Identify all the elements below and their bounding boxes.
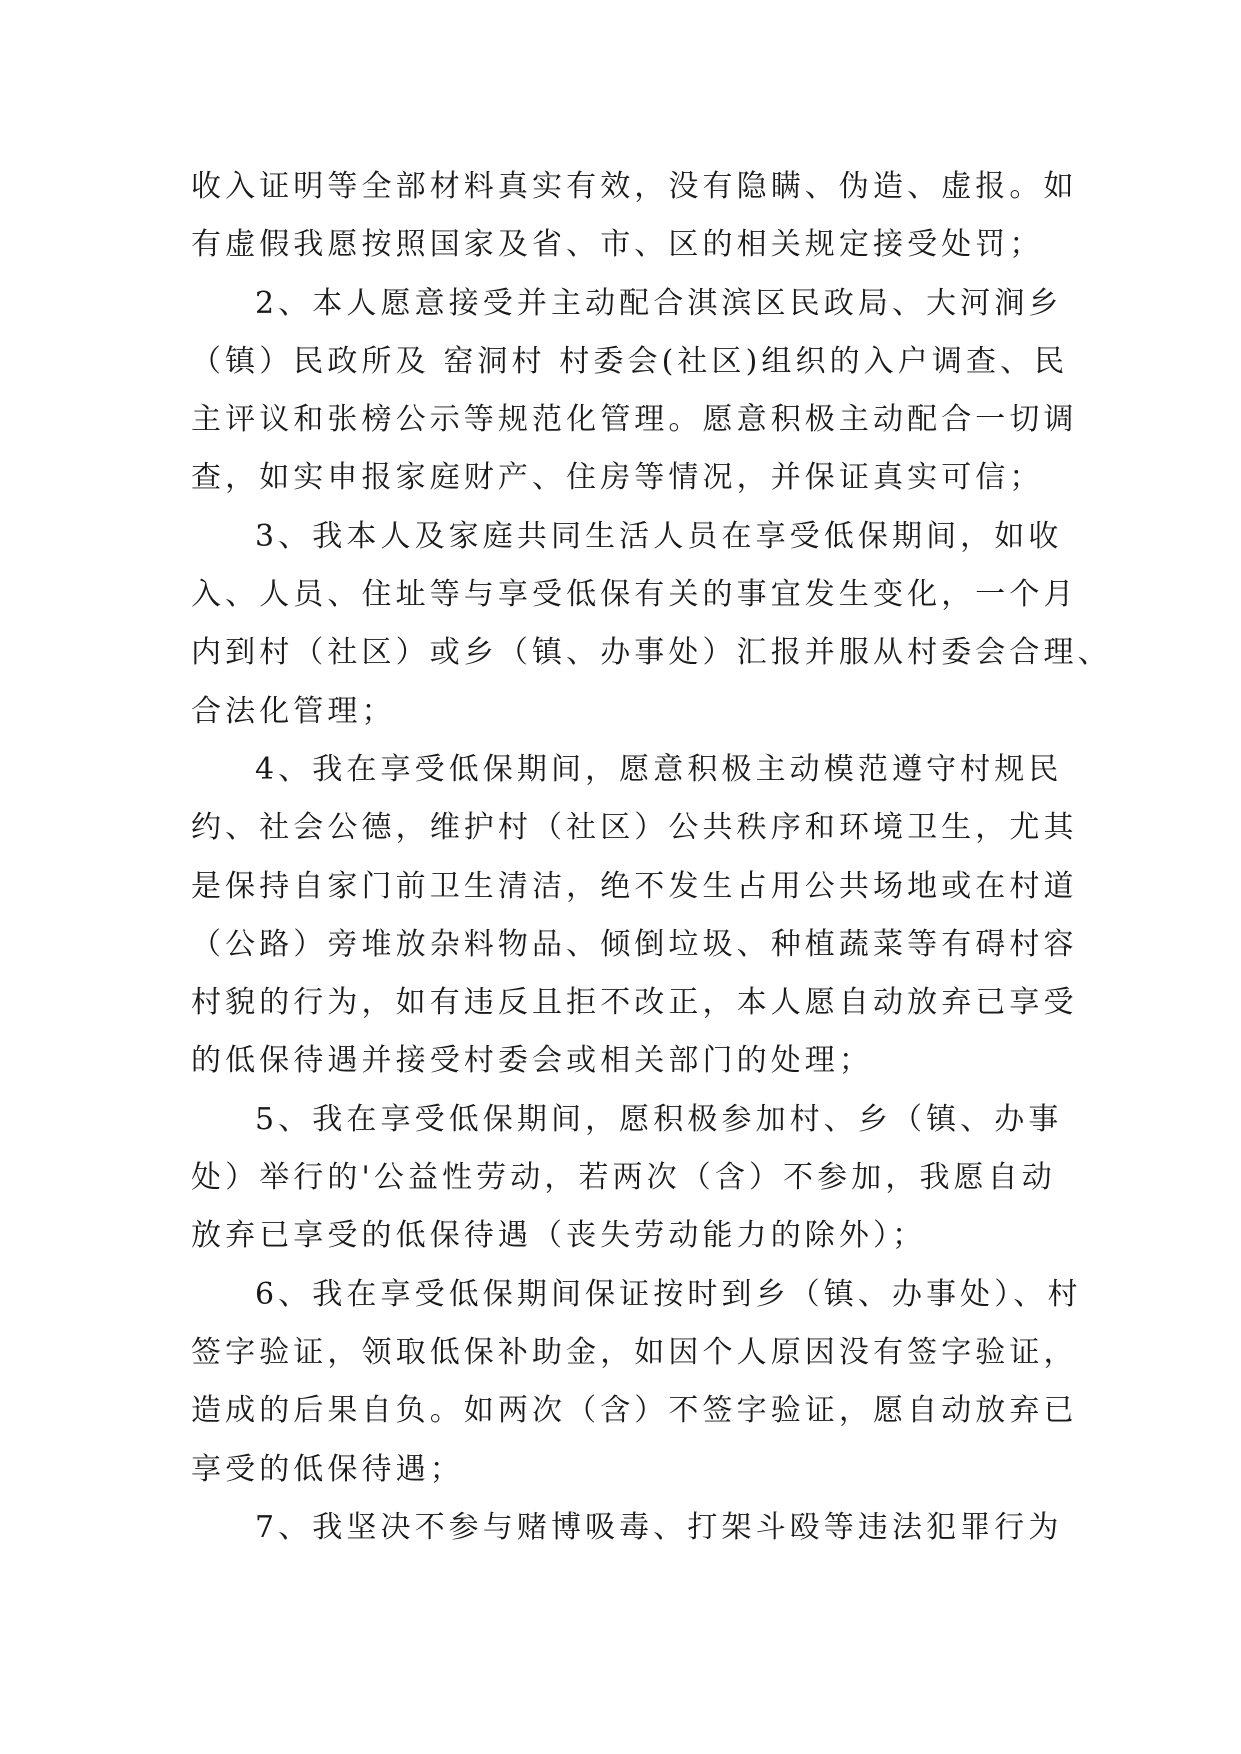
text-line: 放弃已享受的低保待遇（丧失劳动能力的除外）；	[191, 1218, 927, 1254]
text-line: 主评议和张榜公示等规范化管理。愿意积极主动配合一切调	[191, 402, 1078, 438]
text-line: 处）举行的'公益性劳动，若两次（含）不参加，我愿自动	[191, 1160, 1056, 1196]
text-line: 5、我在享受低保期间，愿积极参加村、乡（镇、办事	[255, 1101, 1063, 1137]
text-line: （公路）旁堆放杂料物品、倾倒垃圾、种植蔬菜等有碍村容	[191, 926, 1078, 962]
text-line: 的低保待遇并接受村委会或相关部门的处理；	[191, 1043, 873, 1079]
text-line: 是保持自家门前卫生清洁，绝不发生占用公共场地或在村道	[191, 868, 1078, 904]
text-line: 享受的低保待遇；	[191, 1451, 464, 1487]
text-line: （镇）民政所及 窑洞村 村委会(社区)组织的入户调查、民	[191, 343, 1069, 379]
text-line: 6、我在享受低保期间保证按时到乡（镇、办事处）、村	[255, 1276, 1082, 1312]
text-line: 内到村（社区）或乡（镇、办事处）汇报并服从村委会合理、	[191, 635, 1112, 671]
text-line: 合法化管理；	[191, 693, 396, 729]
text-line: 约、社会公德，维护村（社区）公共秩序和环境卫生，尤其	[191, 810, 1078, 846]
text-line: 3、我本人及家庭共同生活人员在享受低保期间，如收	[255, 518, 1063, 554]
document-body	[191, 158, 1112, 1557]
text-line: 查，如实申报家庭财产、住房等情况，并保证真实可信；	[191, 460, 1044, 496]
text-line: 2、本人愿意接受并主动配合淇滨区民政局、大河涧乡	[255, 285, 1063, 321]
text-line: 签字验证，领取低保补助金，如因个人原因没有签字验证，	[191, 1334, 1078, 1370]
text-line: 入、人员、住址等与享受低保有关的事宜发生变化，一个月	[191, 577, 1078, 613]
text-line: 村貌的行为，如有违反且拒不改正，本人愿自动放弃已享受	[191, 985, 1078, 1021]
text-line: 4、我在享受低保期间，愿意积极主动模范遵守村规民	[255, 751, 1063, 787]
text-line: 有虚假我愿按照国家及省、市、区的相关规定接受处罚；	[191, 227, 1044, 263]
text-line: 造成的后果自负。如两次（含）不签字验证，愿自动放弃已	[191, 1393, 1078, 1429]
text-line: 7、我坚决不参与赌博吸毒、打架斗殴等违法犯罪行为	[255, 1509, 1063, 1545]
text-line: 收入证明等全部材料真实有效，没有隐瞒、伪造、虚报。如	[191, 169, 1078, 204]
